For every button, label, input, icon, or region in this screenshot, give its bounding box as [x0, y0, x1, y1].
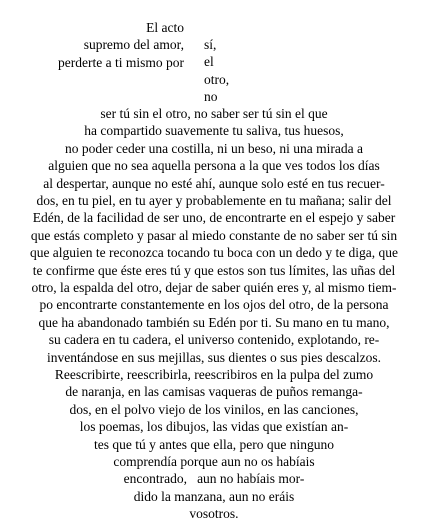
body-line: Edén, de la facilidad de ser uno, de encontrarte en el espejo y saber: [32, 210, 396, 226]
body-line: los poemas, los dibujos, las vidas que existían an-: [79, 419, 349, 435]
body-line: ha compartido suavemente tu saliva, tus huesos,: [84, 123, 344, 139]
body-line: su cadera en tu cadera, el universo contenido, explotando, re-: [48, 332, 380, 348]
body-line: encontrado, aun no habíais mor-: [123, 471, 305, 487]
body-line: inventándose en sus mejillas, sus dientes o sus pies descalzos.: [46, 349, 382, 365]
body-line: alguien que no sea aquella persona a la que ves todos los días: [48, 158, 380, 174]
right-line: sí,: [204, 37, 217, 52]
body-line: vosotros.: [189, 506, 239, 522]
body-line: dos, en tu piel, en tu ayer y probablemente en tu mañana; salir del: [36, 193, 392, 208]
body-line: tes que tú y antes que ella, pero que ninguno: [94, 436, 334, 452]
body-line: no poder ceder una costilla, ni un beso, ni una mirada a: [64, 140, 364, 156]
body-line: al despertar, aunque no esté ahí, aunque solo esté en tus recuer-: [43, 175, 385, 191]
right-line: el: [204, 54, 214, 70]
body-line: dido la manzana, aun no eráis: [133, 488, 295, 504]
body-line: ser tú sin el otro, no saber ser tú sin el que: [100, 106, 328, 121]
left-line: El acto: [146, 20, 184, 35]
body-line: que ha abandonado también su Edén por ti. Su mano en tu mano,: [38, 314, 390, 330]
body-line: que alguien te reconozca tocando tu boca con un dedo y te diga, que: [29, 245, 399, 261]
body-line: otro, la espalda del otro, dejar de saber quién eres y, al mismo tiem-: [31, 280, 397, 295]
right-line: otro,: [204, 71, 230, 87]
body-line: comprendía porque aun no os habíais: [113, 454, 315, 469]
left-line: perderte a ti mismo por: [58, 54, 184, 70]
body-line: Reescribirte, reescribirla, reescribiros en la pulpa del zumo: [54, 367, 374, 382]
body-line: te confirme que éste eres tú y que estos son tus límites, las uñas del: [32, 262, 396, 278]
right-line: no: [204, 89, 218, 105]
body-line: que estás completo y pasar al miedo constante de no saber ser tú sin: [30, 227, 398, 243]
left-line: supremo del amor,: [83, 37, 184, 53]
body-line: dos, en el polvo viejo de los vinilos, en las canciones,: [69, 401, 359, 417]
body-line: de naranja, en las camisas vaqueras de puños remanga-: [65, 384, 363, 400]
body-line: po encontrarte constantemente en los ojos del otro, de la persona: [39, 297, 389, 313]
